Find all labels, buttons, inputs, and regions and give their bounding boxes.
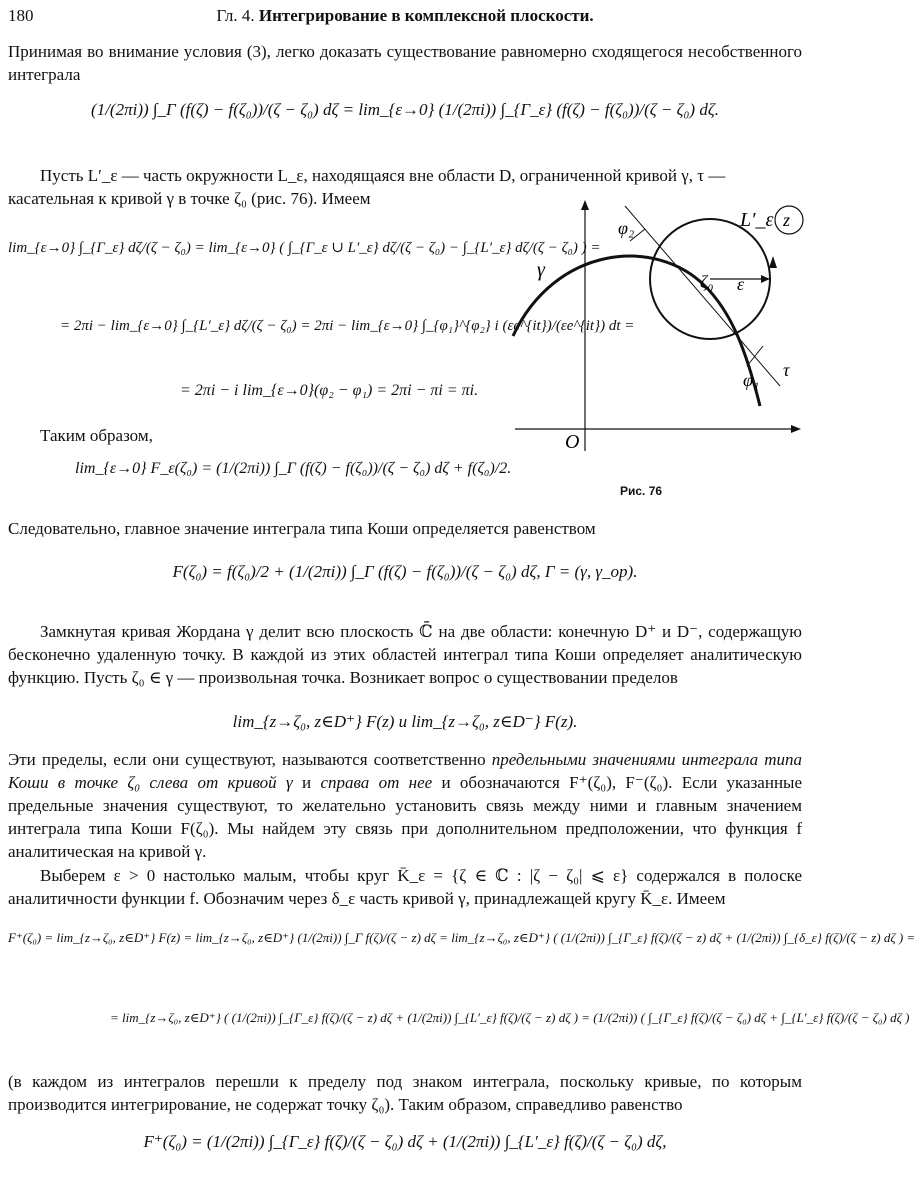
equation-10: F⁺(ζ₀) = (1/(2πi)) ∫_{Γ_ε} f(ζ)/(ζ − ζ₀) dζ + (1/(2πi)) ∫_{L′_ε} f(ζ)/(ζ − ζ₀) dζ, bbox=[143, 1132, 667, 1151]
paragraph-4: Следовательно, главное значение интеграла типа Коши определяется равенством bbox=[8, 519, 596, 538]
running-header bbox=[8, 6, 802, 30]
page-number: 180 bbox=[8, 6, 34, 25]
paragraph-8: (в каждом из интегралов перешли к пределу под знаком интеграла, поскольку кривые, по которым производится интегрирование, не содержат точку ζ₀). Таким образом, справедливо равенство bbox=[8, 1072, 802, 1114]
equation-8: F⁺(ζ₀) = lim_{z→ζ₀, z∈D⁺} F(z) = lim_{z→ζ₀, z∈D⁺} (1/(2πi)) ∫_Γ f(ζ)/(ζ − z) dζ = lim_{z→ζ₀, z∈D⁺} ( (1/(2πi)) ∫_{Γ_ε} f(ζ)/(ζ − z) dζ + (1/(2πi)) ∫_{δ_ε} f(ζ)/(ζ − z) dζ ) = bbox=[8, 930, 915, 945]
label-L-eps: L′_ε bbox=[740, 209, 774, 231]
equation-3: = 2πi − lim_{ε→0} ∫_{L′_ε} dζ/(ζ − ζ₀) = 2πi − lim_{ε→0} ∫_{φ₁}^{φ₂} i (εe^{it})/(εe^{it}) dt = bbox=[60, 318, 635, 334]
equation-5: lim_{ε→0} F_ε(ζ₀) = (1/(2πi)) ∫_Γ (f(ζ) − f(ζ₀))/(ζ − ζ₀) dζ + f(ζ₀)/2. bbox=[75, 460, 512, 477]
paragraph-2b: касательная к кривой γ в точке ζ₀ (рис. 76). Имеем bbox=[8, 189, 371, 208]
figure-76 bbox=[505, 196, 805, 496]
figure-caption: Рис. 76 bbox=[620, 484, 663, 498]
equation-7: lim_{z→ζ₀, z∈D⁺} F(z) и lim_{z→ζ₀, z∈D⁻} F(z). bbox=[232, 712, 578, 731]
chapter-label: Гл. 4. bbox=[216, 6, 255, 25]
label-zeta0: ζ₀ bbox=[700, 272, 714, 292]
equation-9: = lim_{z→ζ₀, z∈D⁺} ( (1/(2πi)) ∫_{Γ_ε} f(ζ)/(ζ − z) dζ + (1/(2πi)) ∫_{L′_ε} f(ζ)/(ζ − z) dζ ) = (1/(2πi)) ( ∫_{Γ_ε} f(ζ)/(ζ − ζ₀) dζ + ∫_{L′_ε} f(ζ)/(ζ − ζ₀) dζ ) bbox=[110, 1010, 910, 1025]
paragraph-6-text-e: и обозначаются F⁺(ζ₀), F⁻(ζ₀). Если указанные предельные значения существуют, то желательно установить связь между ними и главным значением интеграла типа Коши F(ζ₀). Мы найдем эту связь при дополнительном предположении, что функция f аналитическая на кривой γ. bbox=[8, 773, 803, 861]
running-title bbox=[8, 6, 802, 26]
paragraph-2a: Пусть L′_ε — часть окружности L_ε, находящаяся вне области D, ограниченной кривой γ, τ — bbox=[40, 166, 726, 185]
label-gamma: γ bbox=[537, 259, 545, 281]
tangent-tau bbox=[625, 206, 780, 386]
label-phi1: φ₁ bbox=[743, 370, 760, 390]
paragraph-3: Таким образом, bbox=[40, 426, 153, 445]
equation-6: F(ζ₀) = f(ζ₀)/2 + (1/(2πi)) ∫_Γ (f(ζ) − f(ζ₀))/(ζ − ζ₀) dζ, Γ = (γ, γ_op). bbox=[172, 562, 638, 581]
label-origin: O bbox=[565, 431, 580, 453]
paragraph-5: Замкнутая кривая Жордана γ делит всю плоскость ℂ̄ на две области: конечную D⁺ и D⁻, содержащую бесконечно удаленную точку. В каждой из этих областей интеграл типа Коши определяет аналитическую функцию. Пусть ζ₀ ∈ γ — произвольная точка. Возникает вопрос о существовании пределов bbox=[8, 622, 802, 687]
paragraph-6-term-right: справа от нее bbox=[320, 773, 433, 792]
paragraph-1: Принимая во внимание условия (3), легко доказать существование равномерно сходящегося несобственного интеграла bbox=[8, 42, 802, 84]
paragraph-6-term-left: предельными значениями интеграла типа Коши в точке ζ₀ слева от кривой γ bbox=[8, 750, 802, 792]
radius-arrow-icon bbox=[761, 275, 770, 283]
paragraph-7: Выберем ε > 0 настолько малым, чтобы круг K̄_ε = {ζ ∈ ℂ : |ζ − ζ₀| ⩽ ε} содержался в полоске аналитичности функции f. Обозначим через δ_ε часть кривой γ, принадлежащей кругу K̄_ε. Имеем bbox=[8, 866, 802, 908]
y-axis-arrow-icon bbox=[581, 200, 589, 210]
label-z: z bbox=[783, 210, 791, 230]
equation-4: = 2πi − i lim_{ε→0}(φ₂ − φ₁) = 2πi − πi = πi. bbox=[180, 382, 479, 399]
x-axis-arrow-icon bbox=[791, 425, 801, 433]
equation-2: lim_{ε→0} ∫_{Γ_ε} dζ/(ζ − ζ₀) = lim_{ε→0} ( ∫_{Γ_ε ∪ L′_ε} dζ/(ζ − ζ₀) − ∫_{L′_ε} dζ/(ζ − ζ₀) ) = bbox=[8, 240, 601, 256]
label-eps: ε bbox=[737, 274, 745, 294]
paragraph-6 bbox=[8, 748, 802, 863]
chapter-title: Интегрирование в комплексной плоскости. bbox=[258, 6, 594, 25]
paragraph-6-text-and: и bbox=[302, 773, 312, 792]
label-phi2: φ₂ bbox=[618, 218, 635, 238]
label-tau: τ bbox=[783, 360, 790, 380]
equation-1: (1/(2πi)) ∫_Γ (f(ζ) − f(ζ₀))/(ζ − ζ₀) dζ = lim_{ε→0} (1/(2πi)) ∫_{Γ_ε} (f(ζ) − f(ζ₀))/(ζ − ζ₀) dζ. bbox=[91, 100, 719, 119]
orientation-arrow-icon bbox=[769, 256, 777, 268]
paragraph-6-text-a: Эти пределы, если они существуют, называются соответственно bbox=[8, 750, 486, 769]
